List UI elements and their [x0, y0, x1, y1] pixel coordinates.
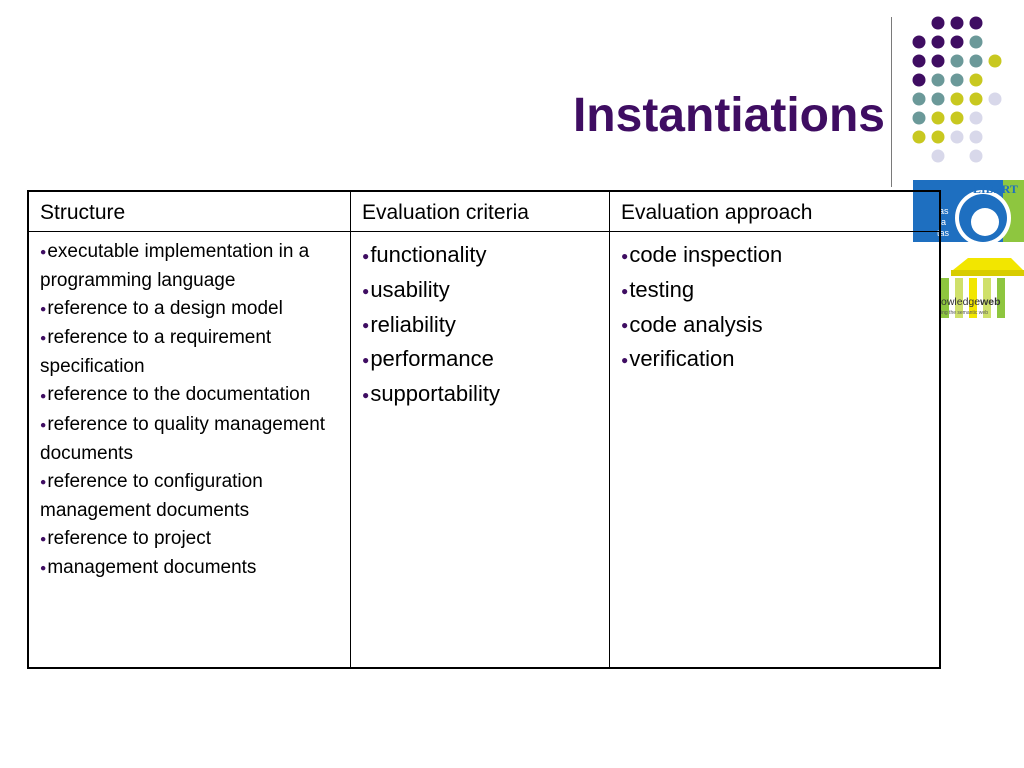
decorative-dot-grid — [0, 0, 1024, 170]
list-item — [621, 342, 929, 377]
liberty-side-text-2: ia — [939, 217, 947, 227]
table-header-row — [28, 191, 940, 232]
instantiations-table — [27, 190, 941, 669]
header-divider-line — [891, 17, 892, 187]
decorative-dot — [932, 17, 945, 30]
list-item-text: code inspection — [629, 242, 783, 267]
header-evaluation-criteria: Evaluation criteria — [351, 191, 610, 232]
list-item-text: reference to configuration management documents — [40, 470, 263, 521]
decorative-dot — [970, 112, 983, 125]
bullet-icon: ● — [621, 353, 629, 368]
list-item-text: executable implementation in a programming language — [40, 241, 310, 292]
list-item-text: supportability — [370, 381, 500, 407]
list-item — [40, 411, 340, 468]
liberty-side-text-3: tas — [937, 228, 950, 238]
bullet-icon: ● — [40, 563, 47, 574]
list-item — [40, 381, 340, 410]
list-item — [362, 238, 599, 273]
list-item-text: testing — [629, 276, 695, 302]
bullet-icon: ● — [621, 248, 629, 263]
list-item — [621, 308, 929, 343]
list-item — [40, 468, 340, 525]
decorative-dot — [913, 112, 926, 125]
decorative-dot — [913, 55, 926, 68]
decorative-dot — [951, 36, 964, 49]
decorative-dot — [913, 74, 926, 87]
decorative-dot — [970, 36, 983, 49]
list-item-text: usability — [370, 276, 450, 302]
list-item-text: functionality — [370, 242, 487, 267]
structure-cell — [28, 232, 351, 669]
bullet-icon: ● — [40, 247, 47, 259]
bullet-icon: ● — [362, 248, 370, 263]
decorative-dot — [932, 55, 945, 68]
list-item — [40, 324, 340, 381]
list-item — [621, 273, 929, 308]
header-structure: Structure — [28, 191, 351, 232]
slide-title: Instantiations — [572, 89, 885, 142]
decorative-dot — [951, 74, 964, 87]
list-item-text: code analysis — [629, 311, 763, 337]
decorative-dot — [932, 36, 945, 49]
structure-list — [40, 238, 340, 583]
bullet-icon: ● — [40, 333, 47, 345]
list-item-text: management documents — [47, 556, 257, 578]
list-item-text: reliability — [370, 311, 456, 337]
criteria-list — [362, 238, 599, 412]
bullet-icon: ● — [362, 283, 370, 298]
decorative-dot — [951, 17, 964, 30]
decorative-dot — [970, 93, 983, 106]
list-item — [40, 295, 340, 324]
list-item — [40, 525, 340, 554]
approach-cell — [610, 232, 941, 669]
list-item — [621, 238, 929, 273]
decorative-dot — [932, 74, 945, 87]
decorative-dot — [970, 17, 983, 30]
approach-list — [621, 238, 929, 377]
list-item — [362, 377, 599, 412]
decorative-dot — [932, 131, 945, 144]
list-item-text: reference to the documentation — [47, 384, 311, 406]
list-item — [362, 308, 599, 343]
decorative-dot — [932, 150, 945, 163]
list-item-text: reference to a requirement specification — [40, 327, 272, 378]
bullet-icon: ● — [621, 283, 629, 298]
knowledgeweb-tagline: ing the semantic web — [941, 310, 988, 316]
decorative-dot — [913, 93, 926, 106]
bullet-icon: ● — [621, 318, 629, 333]
bullet-icon: ● — [40, 390, 47, 402]
list-item-text: performance — [370, 346, 494, 372]
decorative-dot — [970, 55, 983, 68]
decorative-dot — [970, 150, 983, 163]
list-item-text: reference to project — [47, 527, 212, 549]
decorative-dot — [951, 112, 964, 125]
list-item — [362, 342, 599, 377]
decorative-dot — [932, 93, 945, 106]
bullet-icon: ● — [362, 318, 370, 333]
liberty-logo-text: LIBERT — [973, 182, 1018, 196]
knowledgeweb-wordmark: owledgeweb — [941, 296, 1001, 308]
bullet-icon: ● — [40, 476, 47, 488]
decorative-dot — [970, 131, 983, 144]
list-item-text: verification — [629, 346, 735, 372]
list-item-text: reference to a design model — [47, 298, 283, 320]
decorative-dot — [932, 112, 945, 125]
decorative-dot — [970, 74, 983, 87]
bullet-icon: ● — [40, 533, 47, 545]
decorative-dot — [989, 93, 1002, 106]
list-item — [362, 273, 599, 308]
decorative-dot — [913, 36, 926, 49]
decorative-dot — [989, 55, 1002, 68]
liberty-side-text-1: as — [939, 206, 949, 216]
bullet-icon: ● — [40, 304, 47, 316]
decorative-dot — [951, 55, 964, 68]
decorative-dot — [951, 93, 964, 106]
bullet-icon: ● — [40, 419, 47, 431]
bullet-icon: ● — [362, 353, 370, 368]
table-row — [28, 232, 940, 669]
header-evaluation-approach: Evaluation approach — [610, 191, 941, 232]
bullet-icon: ● — [362, 388, 370, 403]
criteria-cell — [351, 232, 610, 669]
list-item — [40, 238, 340, 295]
list-item-text: reference to quality management documents — [40, 413, 326, 464]
list-item — [40, 554, 340, 583]
decorative-dot — [951, 131, 964, 144]
decorative-dot — [913, 131, 926, 144]
